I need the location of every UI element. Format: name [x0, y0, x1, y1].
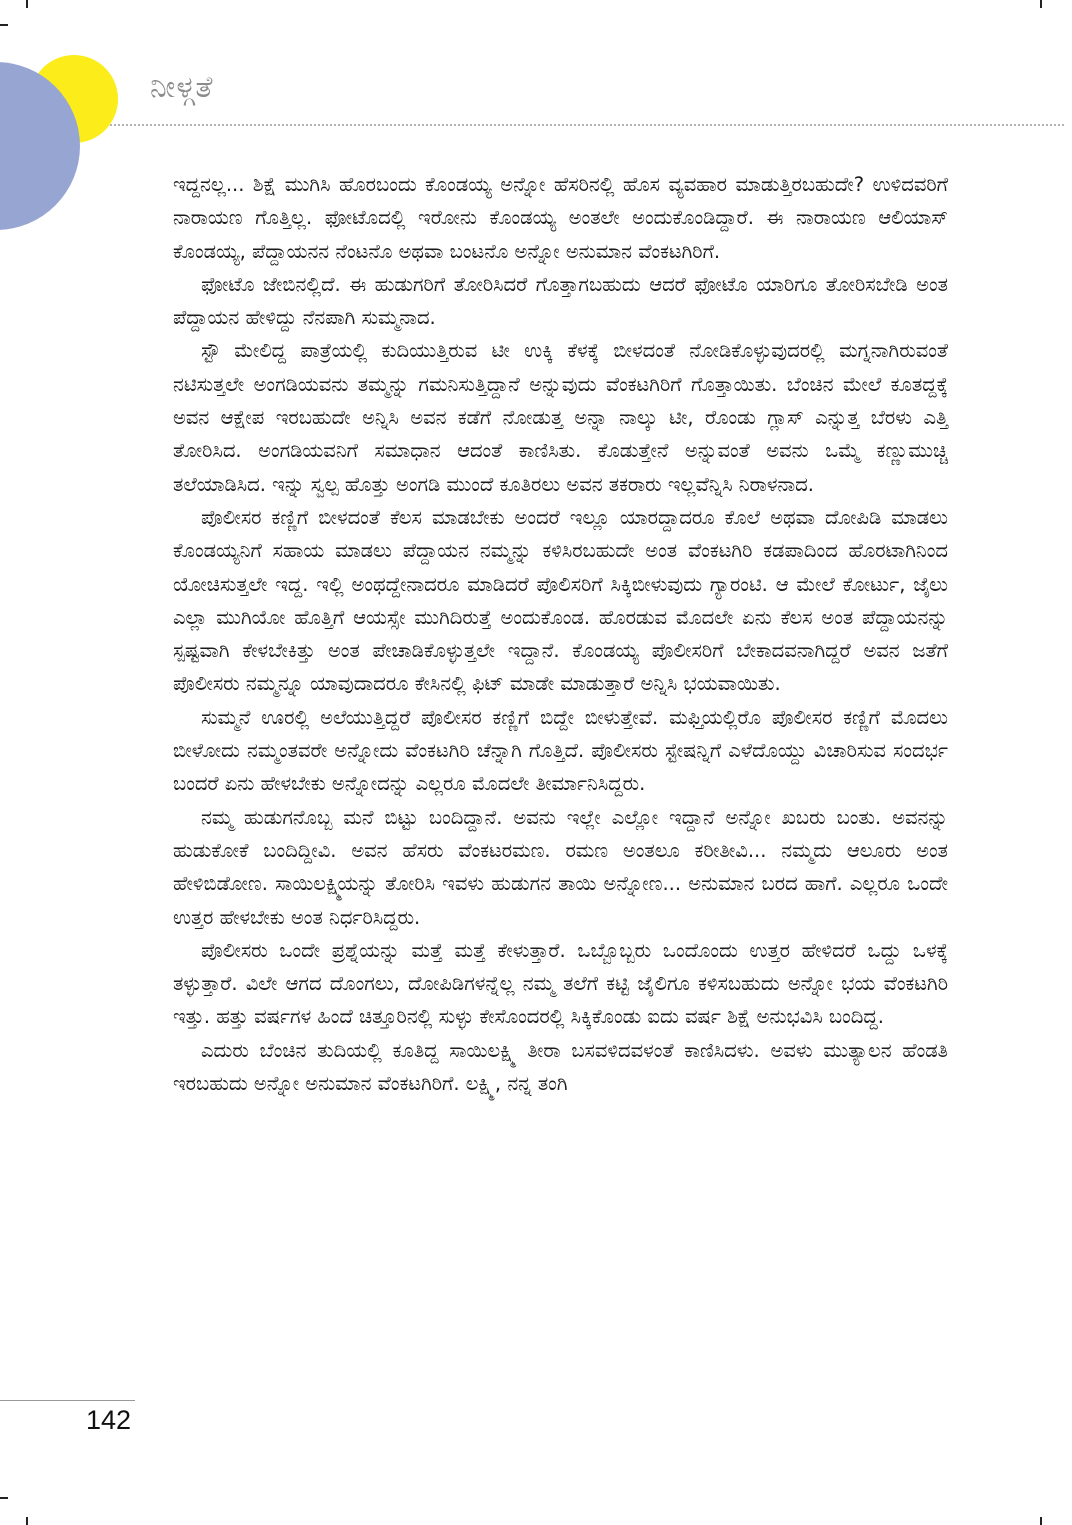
page-number: 142: [86, 1405, 132, 1435]
footer-rule: [0, 1400, 135, 1401]
paragraph: ಸುಮ್ಮನೆ ಊರಲ್ಲಿ ಅಲೆಯುತ್ತಿದ್ದರೆ ಪೊಲೀಸರ ಕಣ್ಣಿಗೆ ಬಿದ್ದೇ ಬೀಳುತ್ತೇವೆ. ಮಫ್ತಿಯಲ್ಲಿರೊ ಪೊಲೀಸರ ಕಣ್ಣಿಗೆ ಮೊದಲು ಬೀಳೋದು ನಮ್ಮಂತವರೇ ಅನ್ನೋದು ವೆಂಕಟಗಿರಿ ಚೆನ್ನಾಗಿ ಗೊತ್ತಿದೆ. ಪೊಲೀಸರು ಸ್ಟೇಷನ್ನಿಗೆ ಎಳೆದೊಯ್ದು ವಿಚಾರಿಸುವ ಸಂದರ್ಭ ಬಂದರೆ ಏನು ಹೇಳಬೇಕು ಅನ್ನೋದನ್ನು ಎಲ್ಲರೂ ಮೊದಲೇ ತೀರ್ಮಾನಿಸಿದ್ದರು.: [173, 705, 948, 796]
body-text: [173, 168, 948, 1100]
paragraph: ಇದ್ದನಲ್ಲ... ಶಿಕ್ಷೆ ಮುಗಿಸಿ ಹೊರಬಂದು ಕೊಂಡಯ್ಯ ಅನ್ನೋ ಹೆಸರಿನಲ್ಲಿ ಹೊಸ ವ್ಯವಹಾರ ಮಾಡುತ್ತಿರಬಹುದೇ? ಉಳಿದವರಿಗೆ ನಾರಾಯಣ ಗೊತ್ತಿಲ್ಲ. ಫೋಟೊದಲ್ಲಿ ಇರೋನು ಕೊಂಡಯ್ಯ ಅಂತಲೇ ಅಂದುಕೊಂಡಿದ್ದಾರೆ. ಈ ನಾರಾಯಣ ಆಲಿಯಾಸ್ ಕೊಂಡಯ್ಯ, ಪೆದ್ದಾಯನನ ನೆಂಟನೊ ಅಥವಾ ಬಂಟನೊ ಅನ್ನೋ ಅನುಮಾನ ವೆಂಕಟಗಿರಿಗೆ.: [173, 173, 948, 263]
paragraph: ನಮ್ಮ ಹುಡುಗನೊಬ್ಬ ಮನೆ ಬಿಟ್ಟು ಬಂದಿದ್ದಾನೆ. ಅವನು ಇಲ್ಲೇ ಎಲ್ಲೋ ಇದ್ದಾನೆ ಅನ್ನೋ ಖಬರು ಬಂತು. ಅವನನ್ನು ಹುಡುಕೋಕೆ ಬಂದಿದ್ದೀವಿ. ಅವನ ಹೆಸರು ವೆಂಕಟರಮಣ. ರಮಣ ಅಂತಲೂ ಕರೀತೀವಿ... ನಮ್ಮದು ಆಲೂರು ಅಂತ ಹೇಳಿಬಿಡೋಣ. ಸಾಯಿಲಕ್ಷ್ಮಿಯನ್ನು ತೋರಿಸಿ ಇವಳು ಹುಡುಗನ ತಾಯಿ ಅನ್ನೋಣ... ಅನುಮಾನ ಬರದ ಹಾಗೆ. ಎಲ್ಲರೂ ಒಂದೇ ಉತ್ತರ ಹೇಳಬೇಕು ಅಂತ ನಿರ್ಧರಿಸಿದ್ದರು.: [173, 805, 948, 929]
paragraph: ಫೋಟೊ ಜೇಬಿನಲ್ಲಿದೆ. ಈ ಹುಡುಗರಿಗೆ ತೋರಿಸಿದರೆ ಗೊತ್ತಾಗಬಹುದು ಆದರೆ ಫೋಟೊ ಯಾರಿಗೂ ತೋರಿಸಬೇಡಿ ಅಂತ ಪೆದ್ದಾಯನ ಹೇಳಿದ್ದು ನೆನಪಾಗಿ ಸುಮ್ಮನಾದ.: [173, 272, 948, 330]
crop-mark-top-right: [1040, 0, 1042, 8]
header-dotted-divider: [110, 124, 1064, 126]
paragraph: ಪೊಲೀಸರ ಕಣ್ಣಿಗೆ ಬೀಳದಂತೆ ಕೆಲಸ ಮಾಡಬೇಕು ಅಂದರೆ ಇಲ್ಲೂ ಯಾರದ್ದಾದರೂ ಕೊಲೆ ಅಥವಾ ದೋಪಿಡಿ ಮಾಡಲು ಕೊಂಡಯ್ಯನಿಗೆ ಸಹಾಯ ಮಾಡಲು ಪೆದ್ದಾಯನ ನಮ್ಮನ್ನು ಕಳಿಸಿರಬಹುದೇ ಅಂತ ವೆಂಕಟಗಿರಿ ಕಡಪಾದಿಂದ ಹೊರಟಾಗಿನಿಂದ ಯೋಚಿಸುತ್ತಲೇ ಇದ್ದ. ಇಲ್ಲಿ ಅಂಥದ್ದೇನಾದರೂ ಮಾಡಿದರೆ ಪೊಲಿಸರಿಗೆ ಸಿಕ್ಕಿಬೀಳುವುದು ಗ್ಯಾರಂಟಿ. ಆ ಮೇಲೆ ಕೋರ್ಟು, ಜೈಲು ಎಲ್ಲಾ ಮುಗಿಯೋ ಹೊತ್ತಿಗೆ ಆಯಸ್ಸೇ ಮುಗಿದಿರುತ್ತೆ ಅಂದುಕೊಂಡ. ಹೊರಡುವ ಮೊದಲೇ ಏನು ಕೆಲಸ ಅಂತ ಪೆದ್ದಾಯನನ್ನು ಸ್ಪಷ್ಟವಾಗಿ ಕೇಳಬೇಕಿತ್ತು ಅಂತ ಪೇಚಾಡಿಕೊಳ್ಳುತ್ತಲೇ ಇದ್ದಾನೆ. ಕೊಂಡಯ್ಯ ಪೊಲೀಸರಿಗೆ ಬೇಕಾದವನಾಗಿದ್ದರೆ ಅವನ ಜತೆಗೆ ಪೊಲೀಸರು ನಮ್ಮನ್ನೂ ಯಾವುದಾದರೂ ಕೇಸಿನಲ್ಲಿ ಫಿಟ್ ಮಾಡೇ ಮಾಡುತ್ತಾರೆ ಅನ್ನಿಸಿ ಭಯವಾಯಿತು.: [173, 505, 948, 696]
header-decoration: [0, 0, 150, 230]
paragraph: ಪೊಲೀಸರು ಒಂದೇ ಪ್ರಶ್ನೆಯನ್ನು ಮತ್ತೆ ಮತ್ತೆ ಕೇಳುತ್ತಾರೆ. ಒಬ್ಬೊಬ್ಬರು ಒಂದೊಂದು ಉತ್ತರ ಹೇಳಿದರೆ ಒದ್ದು ಒಳಕ್ಕೆ ತಳ್ಳುತ್ತಾರೆ. ವಿಲೇ ಆಗದ ದೊಂಗಲು, ದೋಪಿಡಿಗಳನ್ನೆಲ್ಲ ನಮ್ಮ ತಲೆಗೆ ಕಟ್ಟಿ ಜೈಲಿಗೂ ಕಳಿಸಬಹುದು ಅನ್ನೋ ಭಯ ವೆಂಕಟಗಿರಿ ಇತ್ತು. ಹತ್ತು ವರ್ಷಗಳ ಹಿಂದೆ ಚಿತ್ತೂರಿನಲ್ಲಿ ಸುಳ್ಳು ಕೇಸೊಂದರಲ್ಲಿ ಸಿಕ್ಕಿಕೊಂಡು ಐದು ವರ್ಷ ಶಿಕ್ಷೆ ಅನುಭವಿಸಿ ಬಂದಿದ್ದ.: [173, 938, 948, 1029]
crop-mark-bottom-right: [1040, 1517, 1042, 1525]
crop-mark-bottom-left: [26, 1517, 28, 1525]
paragraph: ಸ್ಟೌ ಮೇಲಿದ್ದ ಪಾತ್ರೆಯಲ್ಲಿ ಕುದಿಯುತ್ತಿರುವ ಟೀ ಉಕ್ಕಿ ಕೆಳಕ್ಕೆ ಬೀಳದಂತೆ ನೋಡಿಕೊಳ್ಳುವುದರಲ್ಲಿ ಮಗ್ನನಾಗಿರುವಂತೆ ನಟಿಸುತ್ತಲೇ ಅಂಗಡಿಯವನು ತಮ್ಮನ್ನು ಗಮನಿಸುತ್ತಿದ್ದಾನೆ ಅನ್ನುವುದು ವೆಂಕಟಗಿರಿಗೆ ಗೊತ್ತಾಯಿತು. ಬೆಂಚಿನ ಮೇಲೆ ಕೂತದ್ದಕ್ಕೆ ಅವನ ಆಕ್ಷೇಪ ಇರಬಹುದೇ ಅನ್ನಿಸಿ ಅವನ ಕಡೆಗೆ ನೋಡುತ್ತ ಅನ್ನಾ ನಾಲ್ಕು ಟೀ, ರೊಂಡು ಗ್ಲಾಸ್ ಎನ್ನುತ್ತ ಬೆರಳು ಎತ್ತಿ ತೋರಿಸಿದ. ಅಂಗಡಿಯವನಿಗೆ ಸಮಾಧಾನ ಆದಂತೆ ಕಾಣಿಸಿತು. ಕೊಡುತ್ತೇನೆ ಅನ್ನುವಂತೆ ಅವನು ಒಮ್ಮೆ ಕಣ್ಣುಮುಚ್ಚಿ ತಲೆಯಾಡಿಸಿದ. ಇನ್ನು ಸ್ವಲ್ಪ ಹೊತ್ತು ಅಂಗಡಿ ಮುಂದೆ ಕೂತಿರಲು ಅವನ ತಕರಾರು ಇಲ್ಲವೆನ್ನಿಸಿ ನಿರಾಳನಾದ.: [173, 339, 948, 496]
paragraph: ಎದುರು ಬೆಂಚಿನ ತುದಿಯಲ್ಲಿ ಕೂತಿದ್ದ ಸಾಯಿಲಕ್ಷ್ಮಿ ತೀರಾ ಬಸವಳಿದವಳಂತೆ ಕಾಣಿಸಿದಳು. ಅವಳು ಮುತ್ಯಾಲನ ಹೆಂಡತಿ ಇರಬಹುದು ಅನ್ನೋ ಅನುಮಾನ ವೆಂಕಟಗಿರಿಗೆ. ಲಕ್ಷ್ಮಿ, ನನ್ನ ತಂಗಿ: [173, 1038, 948, 1096]
page-header-title: ನೀಳ್ಗತೆ: [150, 70, 214, 105]
crop-mark-left-lower: [0, 1497, 8, 1499]
